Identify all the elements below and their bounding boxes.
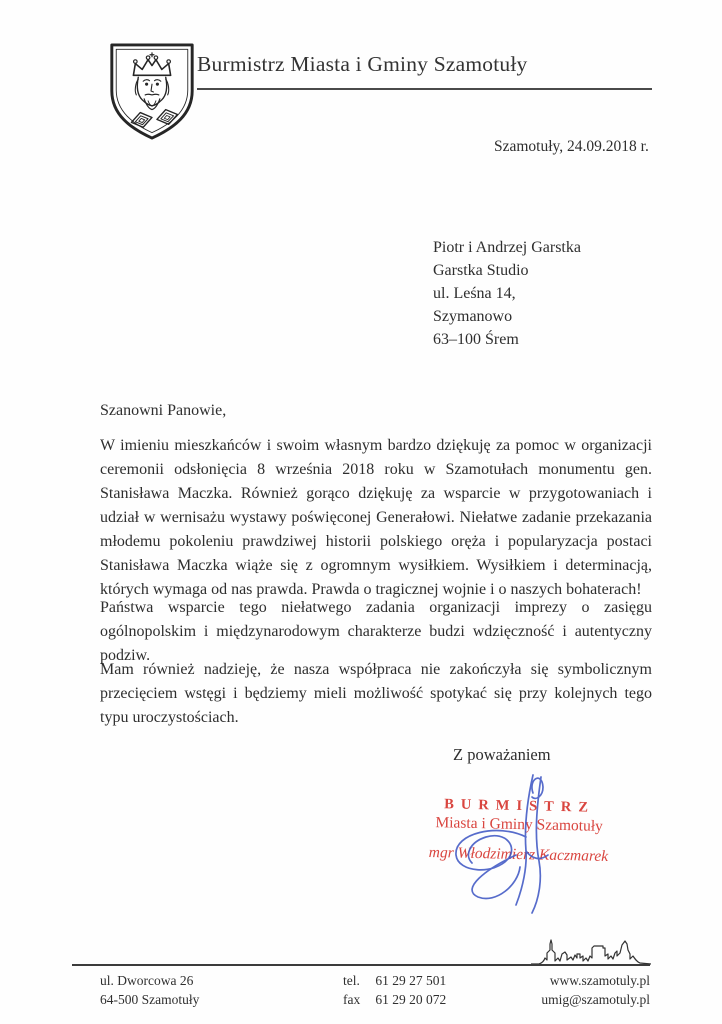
recipient-line: Piotr i Andrzej Garstka <box>433 239 581 256</box>
recipient-line: Garstka Studio <box>433 262 529 279</box>
letterhead-title: Burmistrz Miasta i Gminy Szamotuły <box>197 52 528 76</box>
fax-label: fax <box>343 992 361 1007</box>
recipient-line: Szymanowo <box>433 308 513 325</box>
recipient-line: 63–100 Śrem <box>433 331 519 348</box>
body-paragraph-1: W imieniu mieszkańców i swoim własnym bardzo dziękuję za pomoc w organizacji ceremonii odsłonięcia 8 września 2018 roku w Szamotułach monumentu gen. Stanisława Maczka. Również gorąco dziękuję za wsparcie w przygotowaniach i udział w wernisażu wystawy poświęconej Generałowi. Niełatwe zadanie przekazania młodemu pokoleniu prawdziwej historii polskiego oręża i popularyzacja postaci Stanisława Maczka wiąże się z ogromnym wysiłkiem. Wysiłkiem i determinacją, których wymaga od nas prawda. Prawda o tragicznej wojnie i o naszych bohaterach! <box>100 437 652 598</box>
tel-number: 61 29 27 501 <box>375 973 447 988</box>
footer-address <box>100 971 199 1009</box>
closing-phrase: Z poważaniem <box>453 745 551 764</box>
recipient-address <box>433 236 581 351</box>
footer-web <box>470 971 650 1009</box>
coat-of-arms-icon <box>103 40 201 142</box>
city-skyline-icon <box>531 936 651 966</box>
recipient-line: ul. Leśna 14, <box>433 285 516 302</box>
stamp-title: BURMISTRZ <box>443 796 596 816</box>
body-paragraph-3: Mam również nadzieję, że nasza współpraca nie zakończyła się symbolicznym przecięciem wstęgi i będziemy mieli możliwość spotykać się przy kolejnych tego typu uroczystościach. <box>100 661 652 726</box>
body-paragraph-2: Państwa wsparcie tego niełatwego zadania organizacji imprezy o zasięgu ogólnopolskim i międzynarodowym charakterze budzi wdzięczność i autentyczny podziw. <box>100 599 652 664</box>
salutation: Szanowni Panowie, <box>100 402 227 419</box>
stamp-subtitle: Miasta i Gminy Szamotuły <box>435 814 604 835</box>
footer-email: umig@szamotuly.pl <box>541 992 650 1007</box>
letterhead-divider <box>197 88 652 90</box>
office-stamp <box>427 796 610 866</box>
footer-divider <box>72 964 650 966</box>
tel-label: tel. <box>343 973 360 988</box>
footer-contact <box>343 971 446 1009</box>
date-line: Szamotuły, 24.09.2018 r. <box>494 138 649 155</box>
footer-city: 64-500 Szamotuły <box>100 992 200 1007</box>
footer-website: www.szamotuly.pl <box>549 973 650 988</box>
footer-street: ul. Dworcowa 26 <box>100 973 194 988</box>
fax-number: 61 29 20 072 <box>375 992 447 1007</box>
stamp-signer-name: mgr Włodzimierz Kaczmarek <box>428 843 609 866</box>
